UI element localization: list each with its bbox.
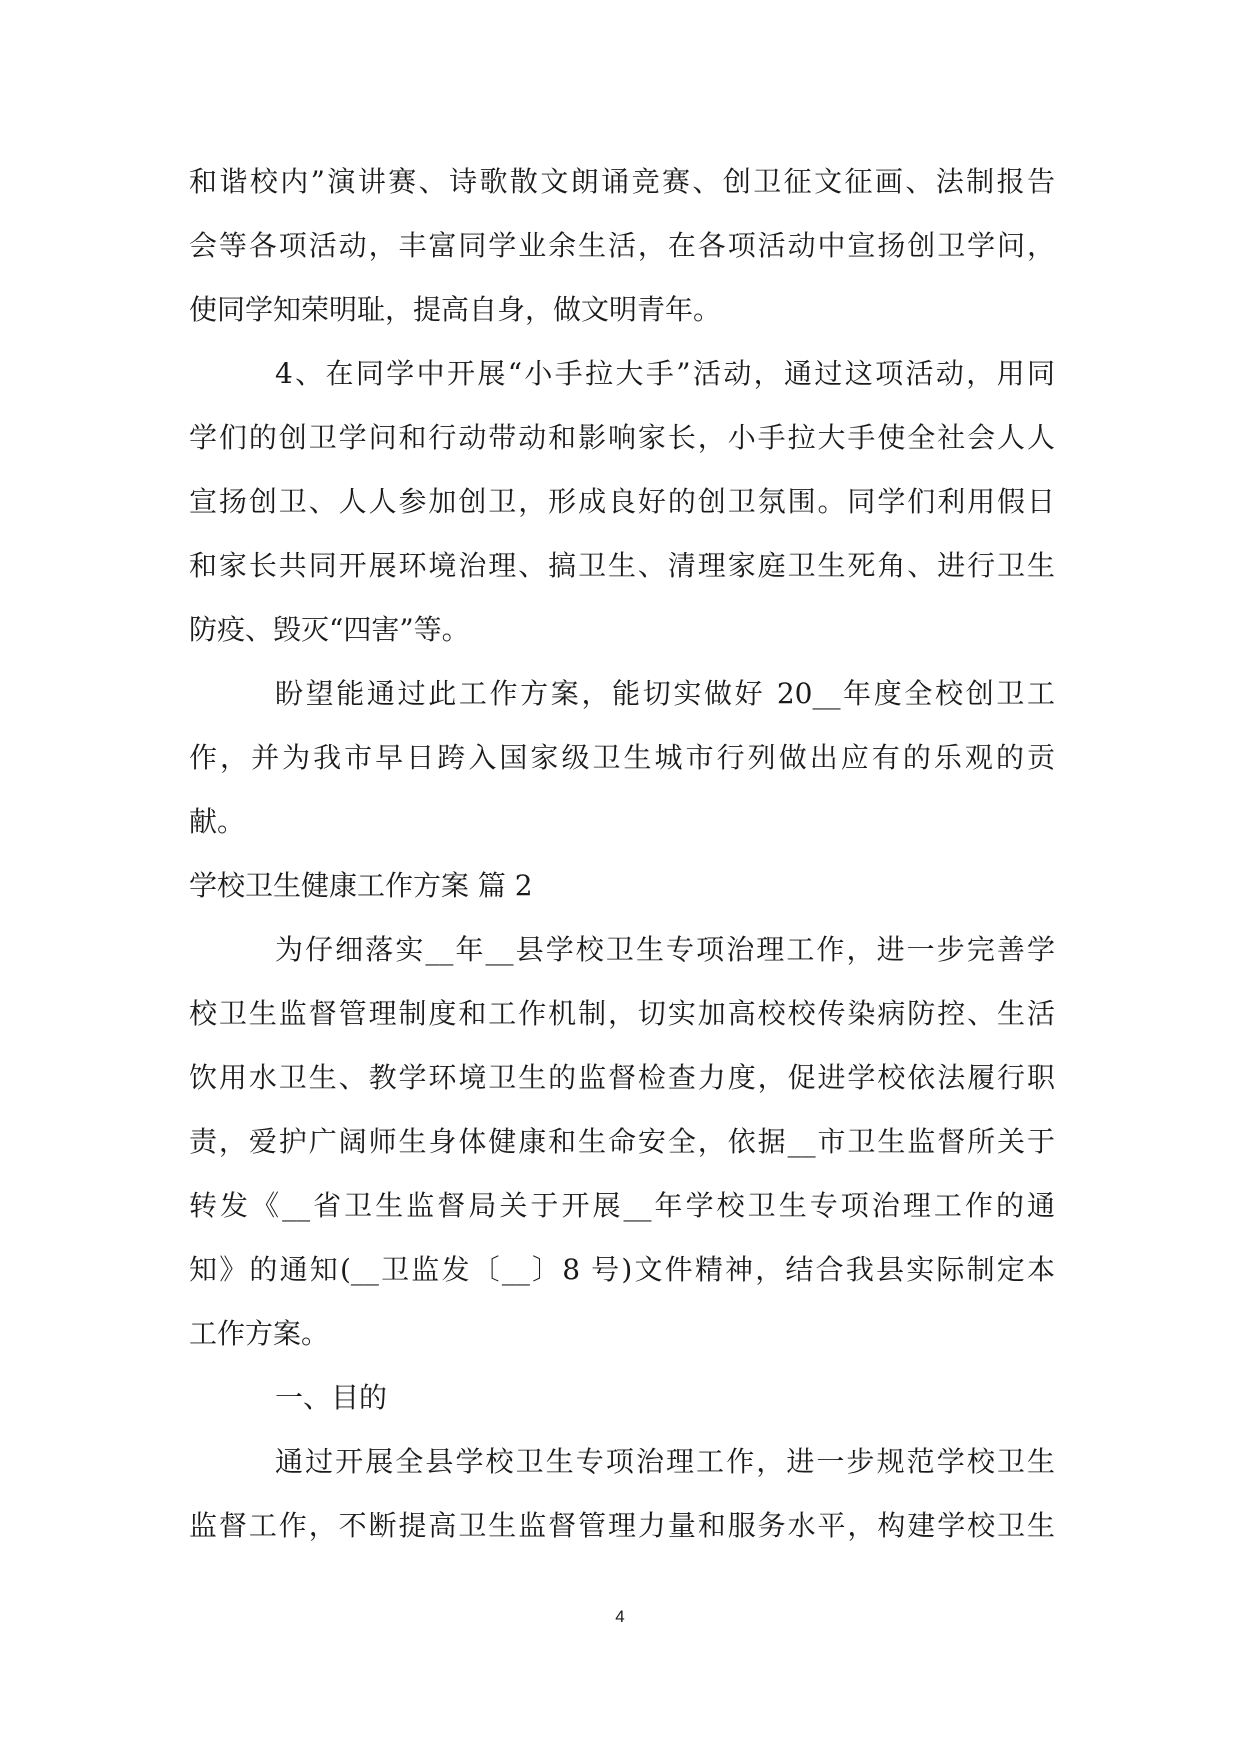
paragraph-line: 盼望能通过此工作方案，能切实做好 20__年度全校创卫工 [275, 677, 1055, 710]
section-heading: 学校卫生健康工作方案 篇 2 [189, 869, 533, 902]
paragraph-line: 责，爱护广阔师生身体健康和生命安全，依据__市卫生监督所关于 [189, 1125, 1055, 1158]
paragraph-line: 献。 [189, 805, 246, 838]
paragraph-line: 知》的通知(__卫监发〔__〕8 号)文件精神，结合我县实际制定本 [189, 1253, 1055, 1286]
paragraph-line: 饮用水卫生、教学环境卫生的监督检查力度，促进学校依法履行职 [189, 1061, 1055, 1094]
subsection-heading: 一、目的 [275, 1381, 388, 1414]
paragraph-line: 转发《__省卫生监督局关于开展__年学校卫生专项治理工作的通 [189, 1189, 1055, 1222]
paragraph-line: 通过开展全县学校卫生专项治理工作，进一步规范学校卫生 [275, 1445, 1055, 1478]
paragraph-line: 4、在同学中开展“小手拉大手”活动，通过这项活动，用同 [275, 357, 1055, 390]
paragraph-line: 作，并为我市早日跨入国家级卫生城市行列做出应有的乐观的贡 [189, 741, 1055, 774]
paragraph-line: 防疫、毁灭“四害”等。 [189, 613, 470, 646]
page-number: 4 [615, 1607, 625, 1626]
paragraph-line: 为仔细落实__年__县学校卫生专项治理工作，进一步完善学 [275, 933, 1055, 966]
paragraph-line: 使同学知荣明耻，提高自身，做文明青年。 [189, 293, 722, 326]
paragraph-line: 监督工作，不断提高卫生监督管理力量和服务水平，构建学校卫生 [189, 1509, 1055, 1542]
paragraph-line: 和谐校内”演讲赛、诗歌散文朗诵竞赛、创卫征文征画、法制报告 [189, 165, 1055, 198]
paragraph-line: 校卫生监督管理制度和工作机制，切实加高校校传染病防控、生活 [189, 997, 1055, 1030]
paragraph-line: 会等各项活动，丰富同学业余生活，在各项活动中宣扬创卫学问， [189, 229, 1055, 262]
paragraph-line: 工作方案。 [189, 1317, 330, 1350]
paragraph-line: 宣扬创卫、人人参加创卫，形成良好的创卫氛围。同学们利用假日 [189, 485, 1055, 518]
paragraph-line: 和家长共同开展环境治理、搞卫生、清理家庭卫生死角、进行卫生 [189, 549, 1055, 582]
document-body [189, 150, 1055, 1558]
paragraph-line: 学们的创卫学问和行动带动和影响家长，小手拉大手使全社会人人 [189, 421, 1055, 454]
